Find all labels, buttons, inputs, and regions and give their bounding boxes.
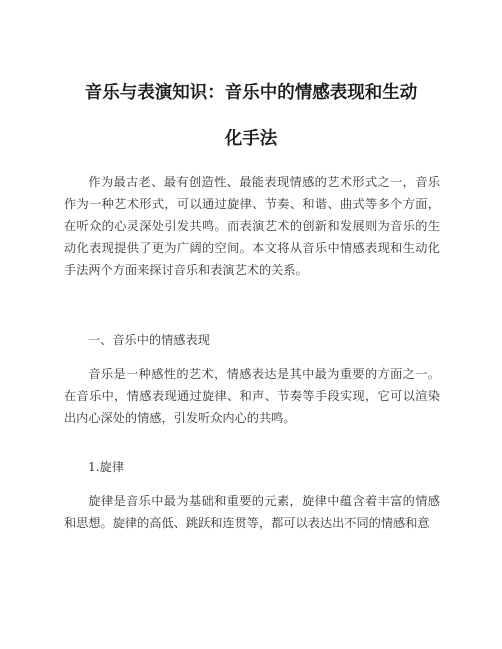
subsection-heading-melody: 1.旋律 bbox=[88, 460, 125, 474]
intro-paragraph-text: 作为最古老、最有创造性、最能表现情感的艺术形式之一，音乐作为一种艺术形式，可以通过旋律、节奏、和谐、曲式等多个方面，在听众的心灵深处引发共鸣。而表演艺术的创新和发展则为音乐的生动化表现提供了更为广阔的空间。本文将从音乐中情感表现和生动化手法两个方面来探讨音乐和表演艺术的关系。 bbox=[64, 175, 440, 277]
melody-paragraph-text: 旋律是音乐中最为基础和重要的元素，旋律中蕴含着丰富的情感和思想。旋律的高低、跳跃和连贯等，都可以表达出不同的情感和意 bbox=[64, 494, 440, 530]
intro-paragraph bbox=[64, 171, 440, 281]
melody-paragraph bbox=[64, 490, 440, 534]
document-title-line-2: 化手法 bbox=[224, 129, 278, 149]
document-title-line-1: 音乐与表演知识：音乐中的情感表现和生动 bbox=[84, 83, 418, 103]
emotion-paragraph-text: 音乐是一种感性的艺术，情感表达是其中最为重要的方面之一。在音乐中，情感表现通过旋律、和声、节奏等手段实现，它可以渲染出内心深处的情感，引发听众内心的共鸣。 bbox=[64, 367, 440, 425]
emotion-paragraph bbox=[64, 363, 440, 429]
section-heading-emotion: 一、音乐中的情感表现 bbox=[88, 333, 210, 347]
